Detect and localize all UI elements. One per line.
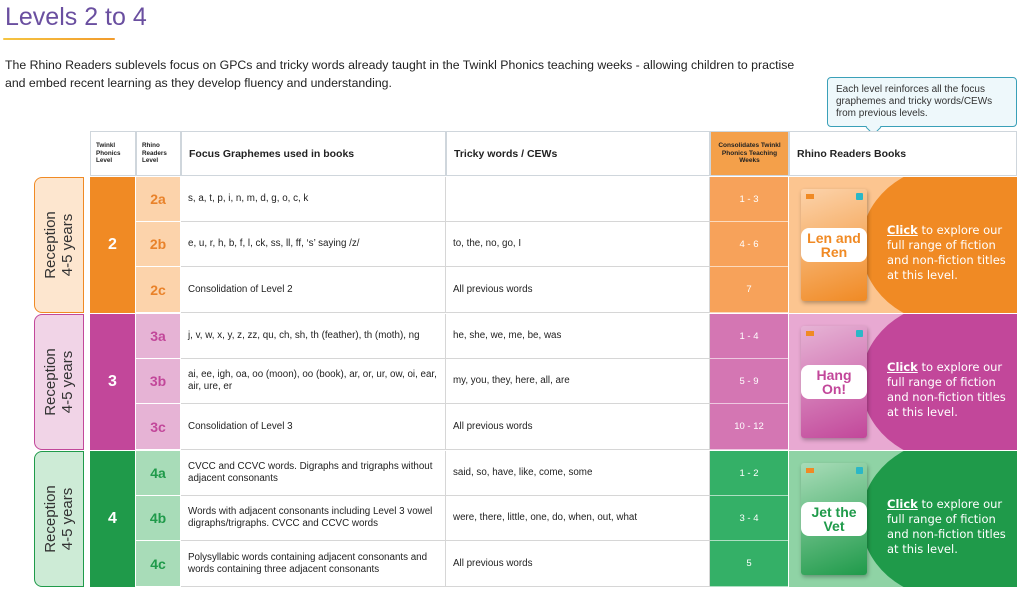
teaching-weeks-cell: 10 - 12 [710,404,788,450]
book-explore-text [887,497,1012,557]
tricky-words-cell: my, you, they, here, all, are [446,359,710,404]
rhino-sublevel: 3b [136,359,180,404]
rhino-sublevel: 2c [136,267,180,313]
tricky-words-cell: All previous words [446,541,710,587]
header-rhino-books: Rhino Readers Books [789,131,1017,176]
focus-graphemes-cell: Consolidation of Level 3 [181,404,446,450]
teaching-weeks-cell: 7 [710,267,788,313]
tricky-words-cell: All previous words [446,404,710,450]
rhino-sublevel: 3c [136,404,180,450]
twinkl-level-number: 3 [90,314,135,450]
teaching-weeks-cell: 5 [710,541,788,587]
rhino-sublevel: 4c [136,541,180,587]
rhino-books-panel[interactable] [789,177,1017,313]
cover-badge-icon [856,330,863,337]
twinkl-level-number: 4 [90,451,135,587]
book-cover[interactable] [801,463,867,575]
rhino-sublevel: 3a [136,314,180,359]
age-label: Reception 4-5 years [42,211,77,279]
twinkl-level-number: 2 [90,177,135,313]
focus-graphemes-cell: s, a, t, p, i, n, m, d, g, o, c, k [181,177,446,222]
focus-graphemes-cell: Words with adjacent consonants including Level 3 vowel digraphs/trigraphs. CVCC and CCVC words [181,496,446,541]
header-twinkl-level: Twinkl Phonics Level [90,131,136,176]
book-explore-text [887,223,1012,283]
click-link[interactable]: Click [887,223,918,237]
cover-level-tag-icon [806,468,814,473]
age-band [34,177,84,313]
book-cover-title: Hang On! [801,365,867,399]
cover-level-tag-icon [806,331,814,336]
age-label: Reception 4-5 years [42,485,77,553]
header-focus-graphemes: Focus Graphemes used in books [181,131,446,176]
teaching-weeks-cell: 5 - 9 [710,359,788,404]
teaching-weeks-cell: 3 - 4 [710,496,788,541]
focus-graphemes-cell: Polysyllabic words containing adjacent consonants and words containing three adjacent consonants [181,541,446,587]
intro-text: The Rhino Readers sublevels focus on GPCs and tricky words already taught in the Twinkl Phonics teaching weeks - allowing children to practise and embed recent learning as they develop fluency and understanding. [5,58,795,90]
focus-graphemes-cell: Consolidation of Level 2 [181,267,446,313]
book-explore-text [887,360,1012,420]
book-cover[interactable] [801,326,867,438]
rhino-books-panel[interactable] [789,314,1017,450]
rhino-books-panel[interactable] [789,451,1017,587]
explore-description: to explore our full range of fiction and non-fiction titles at this level. [887,223,1006,282]
tricky-words-cell: to, the, no, go, I [446,222,710,267]
tricky-words-cell: were, there, little, one, do, when, out, what [446,496,710,541]
explore-description: to explore our full range of fiction and non-fiction titles at this level. [887,497,1006,556]
book-cover[interactable] [801,189,867,301]
tricky-words-cell: All previous words [446,267,710,313]
teaching-weeks-cell: 1 - 4 [710,314,788,359]
teaching-weeks-cell: 1 - 3 [710,177,788,222]
click-link[interactable]: Click [887,360,918,374]
page-title: Levels 2 to 4 [5,3,147,31]
age-label: Reception 4-5 years [42,348,77,416]
tricky-words-cell: he, she, we, me, be, was [446,314,710,359]
header-rhino-level: Rhino Readers Level [136,131,181,176]
focus-graphemes-cell: j, v, w, x, y, z, zz, qu, ch, sh, th (feather), th (moth), ng [181,314,446,359]
book-cover-title: Jet the Vet [801,502,867,536]
cover-badge-icon [856,193,863,200]
age-band [34,314,84,450]
teaching-weeks-cell: 1 - 2 [710,451,788,496]
focus-graphemes-cell: CVCC and CCVC words. Digraphs and trigraphs without adjacent consonants [181,451,446,496]
tricky-words-cell [446,177,710,222]
focus-graphemes-cell: e, u, r, h, b, f, l, ck, ss, ll, ff, ‘s’ saying /z/ [181,222,446,267]
header-consolidates: Consolidates Twinkl Phonics Teaching Weeks [710,131,789,176]
rhino-sublevel: 4b [136,496,180,541]
rhino-sublevel: 4a [136,451,180,496]
title-underline [3,38,115,40]
explore-description: to explore our full range of fiction and non-fiction titles at this level. [887,360,1006,419]
cover-level-tag-icon [806,194,814,199]
rhino-sublevel: 2b [136,222,180,267]
focus-graphemes-cell: ai, ee, igh, oa, oo (moon), oo (book), ar, or, ur, ow, oi, ear, air, ure, er [181,359,446,404]
cover-badge-icon [856,467,863,474]
age-band [34,451,84,587]
book-cover-title: Len and Ren [801,228,867,262]
header-tricky-words: Tricky words / CEWs [446,131,710,176]
tricky-words-cell: said, so, have, like, come, some [446,451,710,496]
teaching-weeks-cell: 4 - 6 [710,222,788,267]
click-link[interactable]: Click [887,497,918,511]
callout-box: Each level reinforces all the focus graphemes and tricky words/CEWs from previous levels. [827,77,1017,127]
rhino-sublevel: 2a [136,177,180,222]
